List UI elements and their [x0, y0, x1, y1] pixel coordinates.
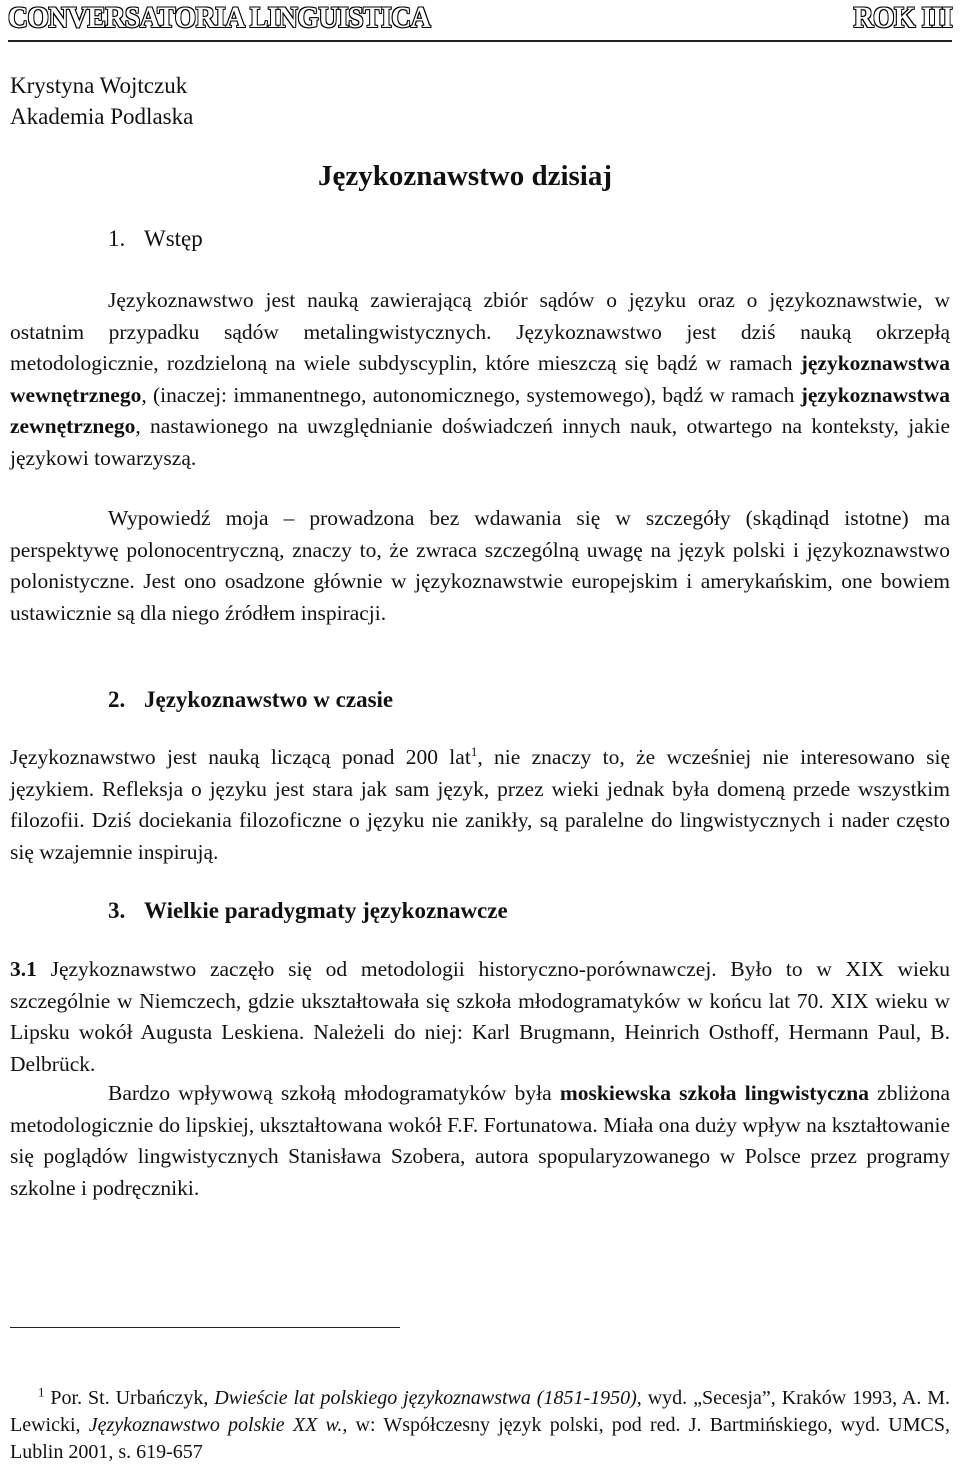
text-run: , wyd. „Secesja”, Kraków 1993, A. M. Lewicki,: [10, 1387, 951, 1436]
section-3-title: Wielkie paradygmaty językoznawcze: [144, 898, 508, 923]
text-run: Por. St. Urbańczyk,: [44, 1387, 215, 1409]
section-1-heading: [108, 226, 203, 252]
section-2-number: 2.: [108, 687, 126, 712]
subsection-number: 3.1: [10, 957, 37, 981]
section-2-title: Językoznawstwo w czasie: [144, 687, 394, 712]
journal-name: CONVERSATORIA LINGUISTICA: [8, 1, 431, 34]
text-run: , w: Współczesny język polski, pod red. J. Bartmińskiego, wyd. UMCS, Lublin 2001, s. 619-657: [10, 1414, 950, 1463]
text-run: zbliżona metodologicznie do lipskiej, ukształtowana wokół F.F. Fortunatowa. Miała ona duży wpływ na kształtowanie się poglądów lingwistycznych Stanisława Szobera, autora spopularyzowanego w Polsce przez programy szkolne i podręczniki.: [10, 1081, 950, 1200]
section-1-paragraph-2: Wypowiedź moja – prowadzona bez wdawania się w szczegóły (skądinąd istotne) ma perspektywę polonocentryczną, znaczy to, że zwraca szczególną uwagę na język polski i językoznawstwo polonistyczne. Jest ono osadzone głównie w językoznawstwie europejskim i amerykańskim, one bowiem ustawicznie są dla niego źródłem inspiracji.: [10, 506, 950, 625]
section-3-1-paragraph: [10, 954, 950, 1080]
running-header: [8, 0, 952, 42]
journal-volume: ROK III: [853, 1, 952, 34]
text-run: Językoznawstwo zaczęło się od metodologii historyczno-porównawczej. Było to w XIX wieku szczególnie w Niemczech, gdzie ukształtowała się szkoła młodogramatyków w końcu lat 70. XIX wieku w Lipsku wokół Augusta Leskiena. Należeli do niej: Karl Brugmann, Heinrich Osthoff, Hermann Paul, B. Delbrück.: [10, 957, 950, 1076]
text-run: Bardzo wpływową szkołą młodogramatyków była: [108, 1081, 560, 1105]
footnote-number: 1: [38, 1384, 45, 1400]
section-3-heading: [108, 898, 508, 924]
term-internal-linguistics: językoznawstwa wewnętrznego: [10, 351, 950, 407]
footnote-ref[interactable]: 1: [470, 743, 478, 759]
paper-title: Językoznawstwo dzisiaj: [318, 160, 613, 192]
cited-title: Językoznawstwo polskie XX w.: [88, 1414, 343, 1436]
text-run: Językoznawstwo jest nauką liczącą ponad 200 lat: [10, 745, 471, 769]
section-1-paragraph-1: [10, 285, 950, 475]
text-run: Językoznawstwo jest nauką zawierającą zbiór sądów o języku oraz o językoznawstwie, w ostatnim przypadku sądów metalingwistycznych. Językoznawstwo jest dziś nauką okrzepłą metodologicznie, rozdzieloną na wiele subdyscyplin, które mieszczą się bądź w ramach: [10, 288, 950, 376]
section-2-heading: [108, 687, 393, 713]
footnote-1: [10, 1385, 950, 1466]
section-2-paragraph-1: [10, 742, 950, 868]
footnote-separator: [10, 1327, 400, 1328]
text-run: , nastawionego na uwzględnianie doświadczeń innych nauk, otwartego na konteksty, jakie językowi towarzyszą.: [10, 414, 950, 470]
term-external-linguistics: językoznawstwa zewnętrznego: [10, 382, 950, 439]
section-3-number: 3.: [108, 898, 126, 923]
author-name: Krystyna Wojtczuk: [10, 73, 188, 98]
text-run: , (inaczej: immanentnego, autonomicznego, systemowego), bądź w ramach: [141, 382, 801, 407]
term-moscow-school: moskiewska szkoła lingwistyczna: [559, 1081, 869, 1105]
author-affiliation: Akademia Podlaska: [10, 104, 194, 129]
section-1-number: 1.: [108, 226, 126, 251]
section-3-1-paragraph-2: [10, 1078, 950, 1204]
text-run: , nie znaczy to, że wcześniej nie interesowano się językiem. Refleksja o języku jest stara jak sam język, przez wieki jednak była domeną przede wszystkim filozofii. Dziś dociekania filozoficzne o języku nie zanikły, są paralelne do lingwistycznych i nader często się wzajemnie inspirują.: [10, 745, 950, 864]
cited-title: Dwieście lat polskiego językoznawstwa (1851-1950): [214, 1387, 637, 1409]
section-1-title: Wstęp: [144, 226, 203, 251]
author-block: [10, 70, 193, 132]
